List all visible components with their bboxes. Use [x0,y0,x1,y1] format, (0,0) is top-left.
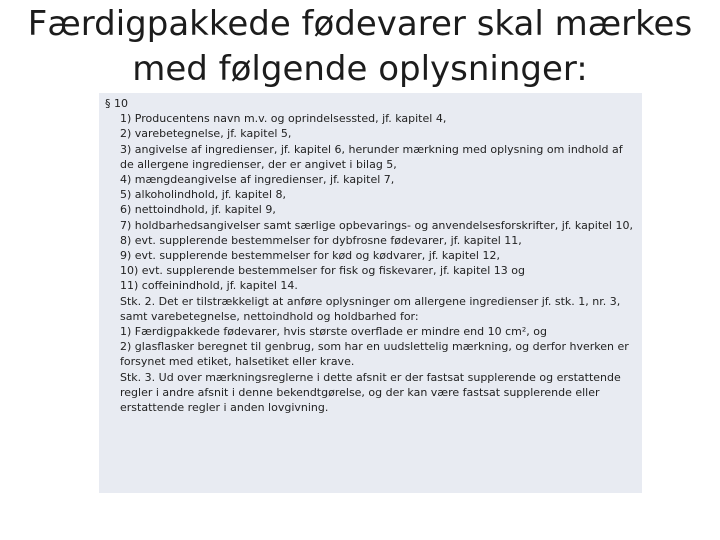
provision-item: 5) alkoholindhold, jf. kapitel 8, [120,188,286,202]
section-number: § 10 [105,97,128,110]
slide-title [20,2,700,92]
provision-item: 1) Producentens navn m.v. og oprindelsessted, jf. kapitel 4, [120,112,447,126]
subsection-item: Stk. 3. Ud over mærkningsreglerne i dette afsnit er der fastsat supplerende og erstattende regler i andre afsnit i denne bekendtgørelse, og der kan være fastsat supplerende eller erstattende regler i anden lovgivning. [120,370,621,415]
provision-item: 4) mængdeangivelse af ingredienser, jf. kapitel 7, [120,173,395,187]
provision-item: 11) coffeinindhold, jf. kapitel 14. [120,279,298,293]
provision-item: 10) evt. supplerende bestemmelser for fisk og fiskevarer, jf. kapitel 13 og [120,264,525,278]
subsection-item: Stk. 2. Det er tilstrækkeligt at anføre oplysninger om allergene ingredienser jf. stk. 1, nr. 3, samt varebetegnelse, nettoindhold og holdbarhed for: [120,294,621,323]
title-line-2: med følgende oplysninger: [132,49,588,89]
provision-item: 3) angivelse af ingredienser, jf. kapitel 6, herunder mærkning med oplysning om indhold af de allergene ingredienser, der er angivet i bilag 5, [120,142,623,171]
provision-item: 6) nettoindhold, jf. kapitel 9, [120,203,276,217]
provision-item: 7) holdbarhedsangivelser samt særlige opbevarings- og anvendelsesforskrifter, jf. kapitel 10, [120,218,633,232]
provision-item: 2) varebetegnelse, jf. kapitel 5, [120,127,292,141]
title-line-1: Færdigpakkede fødevarer skal mærkes [27,4,693,44]
provision-item: 2) glasflasker beregnet til genbrug, som har en uudslettelig mærkning, og derfor hverken er forsynet med etiket, halsetiket eller krave. [120,340,629,369]
provision-list [105,111,636,415]
legal-text-box [99,93,642,493]
provision-item: 8) evt. supplerende bestemmelser for dybfrosne fødevarer, jf. kapitel 11, [120,233,522,247]
provision-item: 1) Færdigpakkede fødevarer, hvis største overflade er mindre end 10 cm², og [120,325,547,339]
provision-item: 9) evt. supplerende bestemmelser for kød og kødvarer, jf. kapitel 12, [120,249,500,263]
